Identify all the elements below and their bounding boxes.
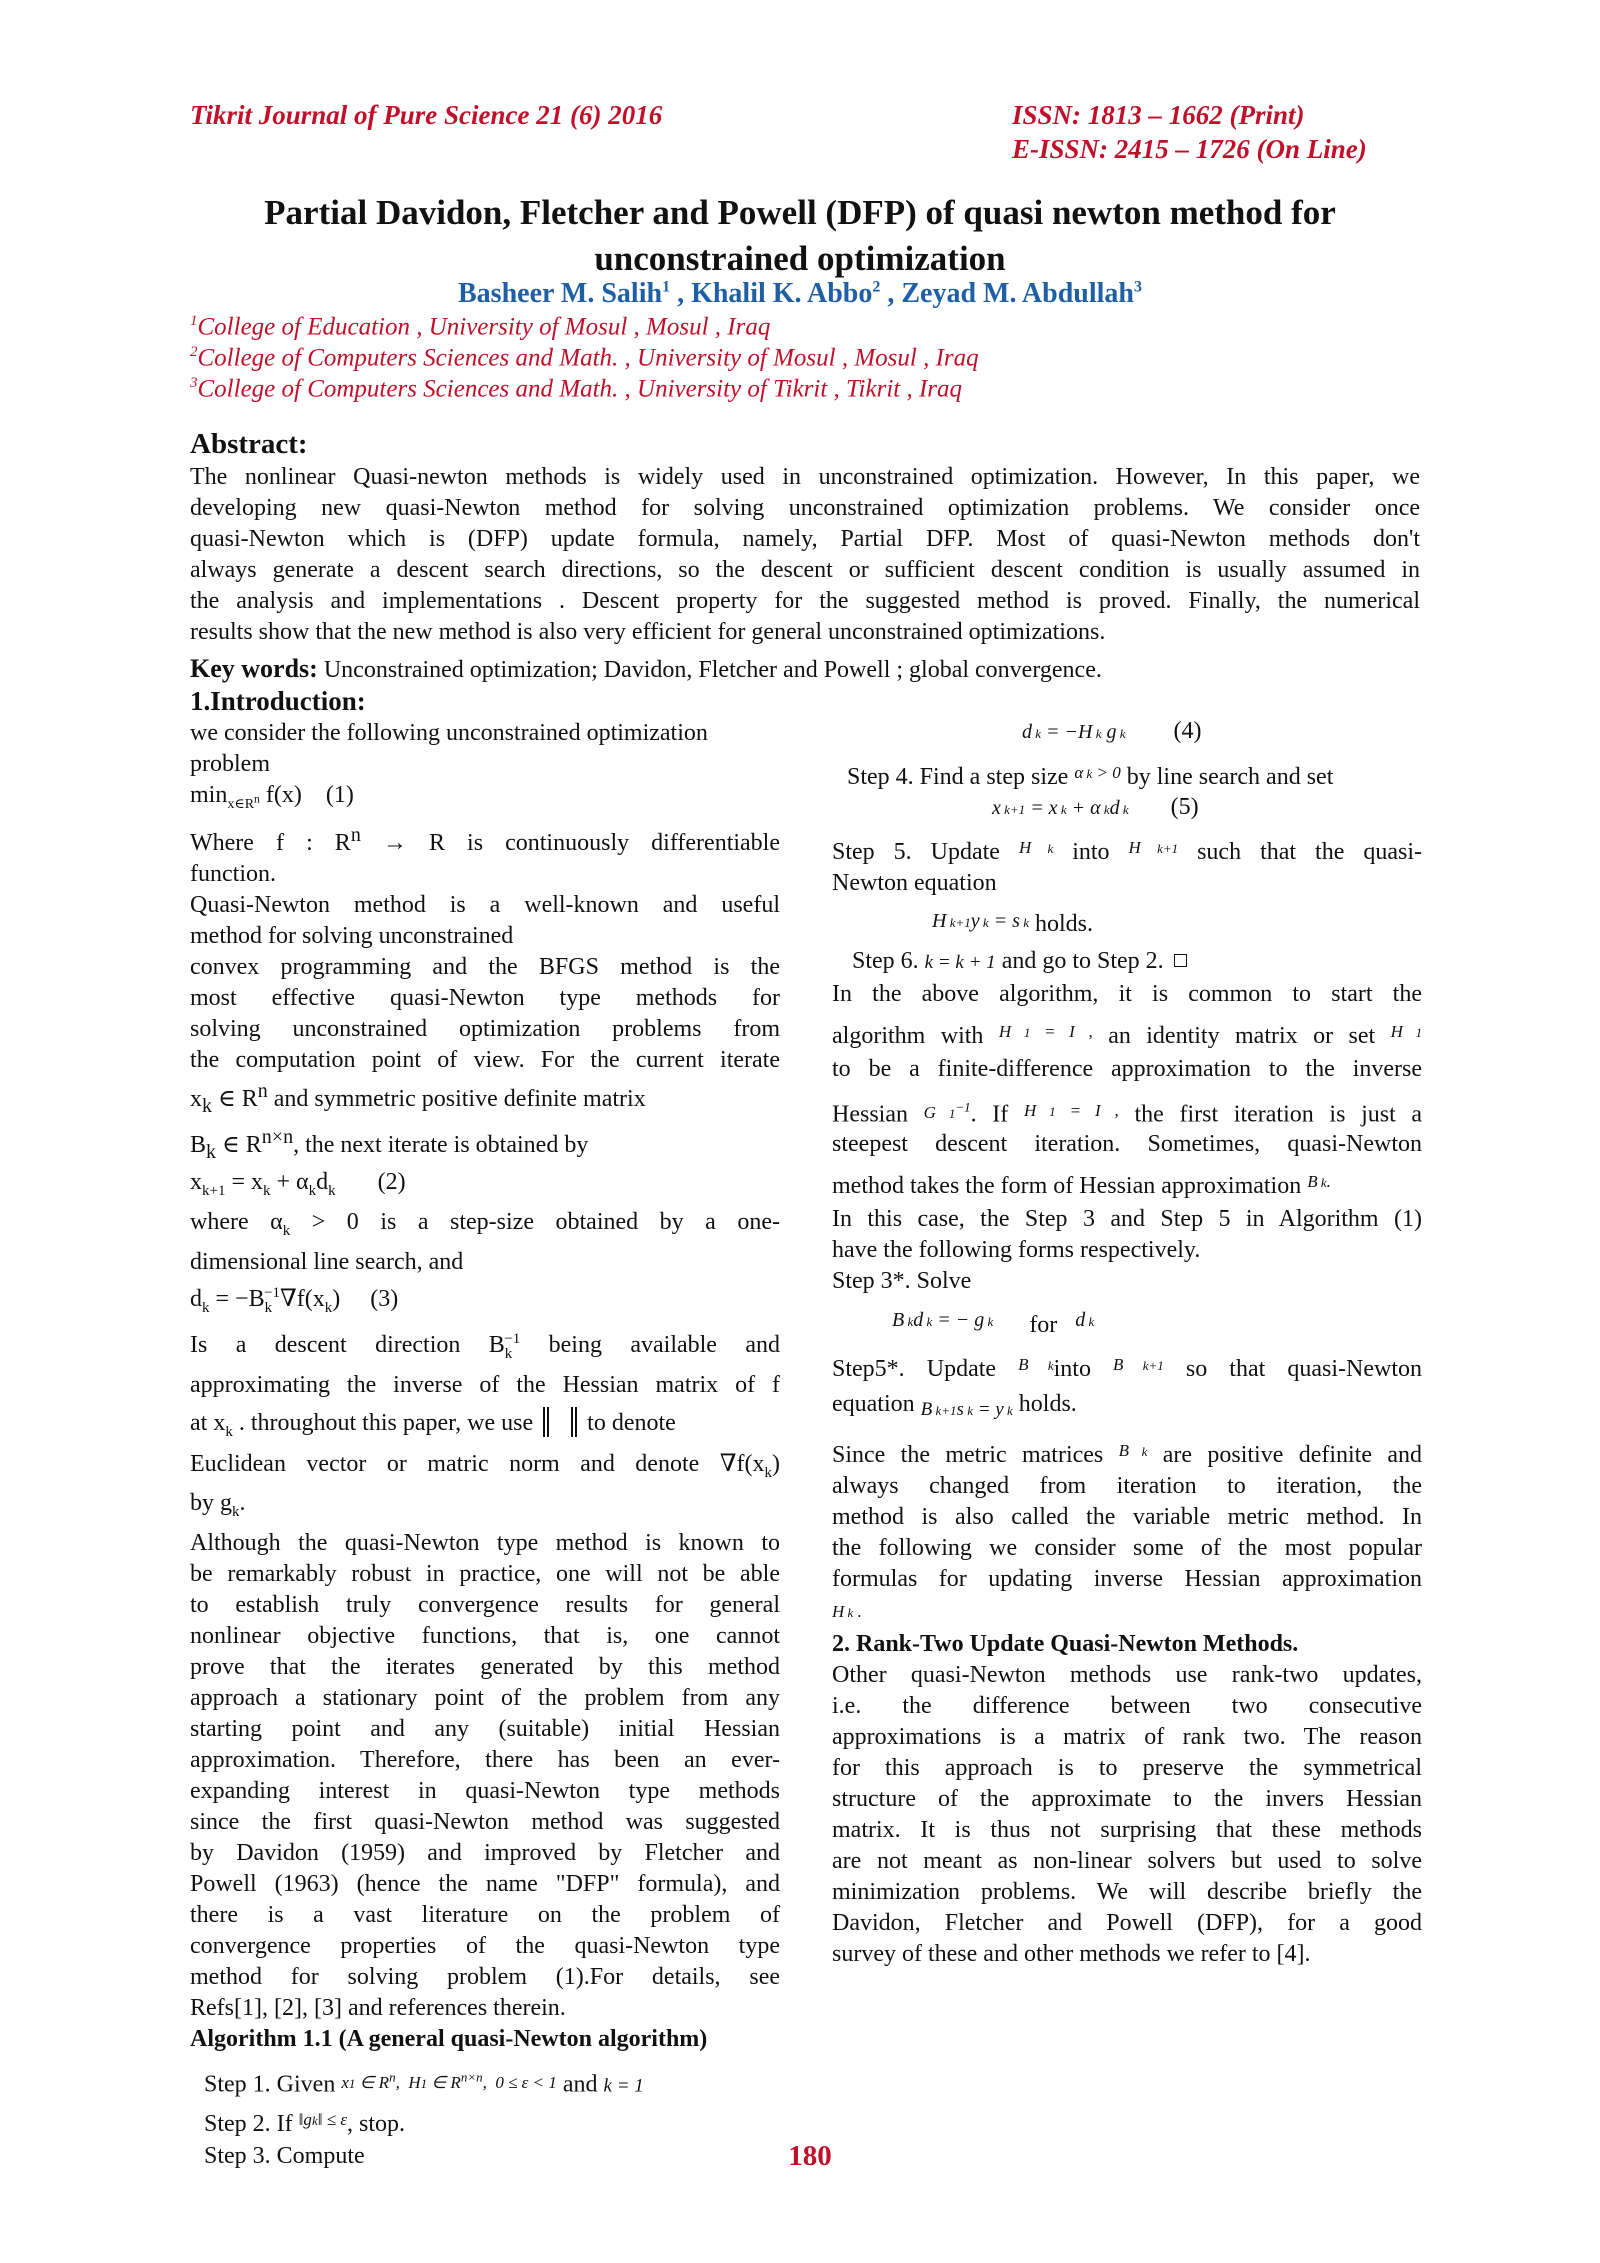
left-line: Quasi-Newton method is a well-known and useful [190,891,780,918]
step1-label: Step 1. Given [204,2071,336,2098]
r6-text: method takes the form of Hessian approximation [832,1173,1302,1199]
left-line [190,1488,780,1528]
step5s-holds: holds. [1018,1391,1077,1417]
step5-hk1: H k+1 [1128,838,1179,857]
abstract-line-5: the analysis and implementations . Descent property for the suggested method is proved. Finally, the numerical [190,588,1420,614]
step5-equation [832,899,1422,943]
right-column [832,716,1422,1970]
bk-b: B [190,1131,207,1158]
section-2-heading: 2. Rank-Two Update Quasi-Newton Methods. [832,1631,1299,1657]
right-line: method is also called the variable metric method. In [832,1504,1422,1530]
at-xk: at x [190,1409,226,1436]
right-line [832,1431,1422,1471]
xk-x: x [190,1085,202,1112]
left-column [190,718,780,2172]
author-3: Zeyad M. Abdullah [901,278,1134,309]
right-line [832,1595,1422,1629]
left-line: Euclidean vector or matric norm and denote $\nabla f(x_k)$ [190,1450,780,1481]
bk-nxn: n×n [261,1125,294,1148]
equation-2: $x_{k+1} = x_k + \alpha_kd_k$ (2) [190,1169,406,1200]
step1-k: k = 1 [603,2075,644,2097]
step2-label: Step 2. If [204,2111,293,2138]
right-line: the following we consider some of the most popular [832,1535,1422,1561]
left-line: dimensional line search, and [190,1248,464,1275]
eq5-number: (5) [1170,794,1199,820]
eq1-number: (1) [325,782,354,808]
bk-k: k [206,1140,217,1163]
issn-online: E-ISSN: 2415 – 1726 (On Line) [1012,134,1367,164]
right-line: formulas for updating inverse Hessian approximation [832,1566,1422,1592]
eq4-formula: d k = −H k g k [1022,721,1126,743]
right-line: to be a finite-difference approximation to the inverse [832,1056,1422,1082]
left-line: by Davidon (1959) and improved by Fletcher and [190,1840,780,1867]
right-line: have the following forms respectively. [832,1237,1201,1263]
r4-b: . If [970,1101,1009,1128]
xk-rest: and symmetric positive definite matrix [267,1085,646,1112]
descent-b: being available and [520,1331,780,1358]
abstract-line-4: always generate a descent search directions, so the descent or sufficient descent condition is usually assumed in [190,557,1420,583]
left-line: at $x_k$ . throughout this paper, we use to denote [190,1401,780,1445]
left-line: method for solving problem (1).For details, see [190,1964,780,1991]
author-1-sup: 1 [662,278,671,296]
author-1: Basheer M. Salih [458,278,663,309]
left-line: there is a vast literature on the problem of [190,1902,780,1929]
right-line: always changed from iteration to iteration, the [832,1473,1422,1499]
step5-hk: H k [1018,838,1054,857]
step2-formula: ‖gk‖ ≤ ε [298,2110,348,2130]
step5-newton: Newton equation [832,870,997,896]
step1-formula: x1 ∈ $R^n$, H1 ∈ $R^{n\times n}$, 0 ≤ ε < 1 [341,2069,557,2092]
norm-icon [547,1407,573,1437]
eq1-subsup: n [254,792,260,806]
algorithm-heading: Algorithm 1.1 (A general quasi-Newton algorithm) [190,2026,708,2053]
xk-n: n [257,1079,268,1102]
by-g: by g [190,1490,232,1517]
hk-symbol: H k . [832,1602,862,1621]
affiliation-3-text: College of Computers Sciences and Math. , University of Tikrit , Tikrit , Iraq [197,375,963,403]
keywords-label: Key words: [190,654,318,683]
left-line: Although the quasi-Newton type method is known to [190,1530,780,1557]
equation-3: $d_k = -B_k^{-1}\nabla f(x_k)$ (3) [190,1284,399,1316]
p3-b: are positive definite and [1162,1442,1422,1468]
left-line: Is a descent direction $B_k^{-1}$ being available and [190,1330,780,1362]
step-3: Step 3. Compute [204,2143,365,2170]
left-line [190,820,780,859]
step6-formula: k = k + 1 [924,952,996,973]
keywords-text: Unconstrained optimization; Davidon, Fletcher and Powell ; global convergence. [323,657,1102,683]
right-line: for this approach is to preserve the symmetrical [832,1755,1422,1781]
left-line: most effective quasi-Newton type methods for [190,984,780,1011]
step5s-label: Step5*. Update [832,1356,997,1382]
left-line: approximating the inverse of the Hessian matrix of f [190,1371,780,1398]
left-line: convergence properties of the quasi-Newton type [190,1933,780,1960]
right-line: In this case, the Step 3 and Step 5 in Algorithm (1) [832,1206,1422,1232]
authors: Basheer M. Salih$^1$ , Khalil K. Abbo$^2$ , Zeyad M. Abdullah$^3$ [458,278,1142,309]
right-line: survey of these and other methods we refer to [4]. [832,1941,1311,1967]
left-line: the computation point of view. For the current iterate [190,1046,780,1073]
r2-a: algorithm with [832,1023,984,1049]
issn-print: ISSN: 1813 – 1662 (Print) [1012,100,1305,130]
step-5 [832,832,1422,868]
journal-name: Tikrit Journal of Pure Science 21 (6) 2016 [190,100,663,130]
left-line: be remarkably robust in practice, one will not be able [190,1561,780,1588]
step1-and: and [562,2071,598,2098]
step3s-formula: B kd k = − g k [892,1309,994,1331]
r2-h1-eq: H 1 = I , [998,1022,1093,1041]
right-line: structure of the approximate to the invers Hessian [832,1786,1422,1812]
left-line: approach a stationary point of the problem from any [190,1685,780,1712]
eq5-formula: x k+1 = x k + α kd k [992,797,1129,819]
step5s-bk: B k [1018,1355,1054,1374]
step5s-into: into [1053,1356,1091,1382]
affiliation-2 [190,344,979,372]
author-2: Khalil K. Abbo [691,278,873,309]
left-line: since the first quasi-Newton method was suggested [190,1809,780,1836]
keywords [190,654,1420,684]
r2-b: an identity matrix or set [1108,1023,1376,1049]
step5-into: into [1072,839,1110,865]
abstract-line-6: results show that the new method is also very efficient for general unconstrained optimizations. [190,619,1106,645]
step6-rest: and go to Step 2. [1001,948,1164,974]
step4-formula: α k > 0 [1074,763,1121,782]
paper-title [180,190,1420,282]
descent-a: Is a descent direction B [190,1331,505,1358]
step5-holds: holds. [1034,911,1093,937]
left-line: function. [190,860,276,887]
bk-in: ∈ R [216,1131,262,1158]
eq1-min: min [190,782,228,808]
bk-rest: , the next iterate is obtained by [293,1131,589,1158]
r4-a: Hessian [832,1101,908,1128]
qed-square-icon [1174,954,1187,967]
left-line: we consider the following unconstrained optimization [190,720,708,746]
euclidean-close: ) [772,1450,780,1477]
left-line: nonlinear objective functions, that is, one cannot [190,1623,780,1650]
p3-a: Since the metric matrices [832,1442,1104,1468]
equation-4 [832,716,1422,754]
where-alpha: where α [190,1209,283,1236]
affiliation-3-sup: 3 [190,375,198,391]
where-sup: n [350,823,361,846]
left-line: Powell (1963) (hence the name "DFP" formula), and [190,1871,780,1898]
intro-heading: 1.Introduction: [190,686,366,716]
right-line: are not meant as non-linear solvers but used to solve [832,1848,1422,1874]
step3s-for: for [1029,1312,1058,1338]
step3s-dk: d k [1075,1309,1095,1331]
left-line: approximation. Therefore, there has been an ever- [190,1747,780,1774]
euclidean: Euclidean vector or matric norm and denote ∇f(x [190,1450,765,1477]
affiliation-2-sup: 2 [190,344,198,360]
affiliation-1 [190,313,770,341]
to-denote: to denote [587,1409,676,1436]
left-line: problem [190,751,270,777]
abstract-line-3: quasi-Newton which is (DFP) update formula, namely, Partial DFP. Most of quasi-Newton methods don't [190,526,1420,552]
xk-k: k [202,1094,212,1117]
affiliation-1-sup: 1 [190,313,198,329]
equation-5 [832,792,1422,832]
right-line [832,1010,1422,1054]
left-line: method for solving unconstrained [190,922,514,949]
eq3-number: (3) [370,1285,399,1312]
step-4 [832,754,1422,792]
left-line: to establish truly convergence results for general [190,1592,780,1619]
title-line-2: unconstrained optimization [594,239,1006,278]
equation-1 [190,780,780,820]
r4-g1: G $1^{-1}$ [923,1099,971,1122]
r2-h1: H 1 [1390,1022,1422,1041]
step6-label: Step 6. [852,948,919,974]
by-g-k: k [232,1504,240,1521]
right-line: steepest descent iteration. Sometimes, quasi-Newton [832,1131,1422,1157]
step-1 [190,2055,780,2099]
left-line [190,1122,780,1168]
abstract-body [190,462,1420,648]
left-line: prove that the iterates generated by this method [190,1654,780,1681]
left-line [190,1076,780,1122]
where-text-b: → R is continuously differentiable [360,829,780,856]
throughout: . throughout this paper, we use [232,1409,534,1436]
r4-h1-eq: H 1 = I , [1023,1100,1119,1120]
equation-word: equation [832,1391,915,1417]
left-line: solving unconstrained optimization problems from [190,1015,780,1042]
p3-bk: B k [1118,1441,1148,1460]
step5-star [832,1343,1422,1387]
eq4-number: (4) [1173,718,1202,744]
abstract-line-2: developing new quasi-Newton method for solving unconstrained optimization problems. We consider once [190,495,1420,521]
step4-label: Step 4. Find a step size [847,764,1069,790]
step5-eq-formula: H k+1y k = s k [932,910,1029,932]
right-line: Step 3*. Solve [832,1268,972,1294]
right-line: Davidon, Fletcher and Powell (DFP), for a good [832,1910,1422,1936]
left-line: starting point and any (suitable) initial Hessian [190,1716,780,1743]
step4-rest: by line search and set [1126,764,1334,790]
eq1-sub: x∈R [227,796,255,812]
left-line: Refs[1], [2], [3] and references therein. [190,1995,566,2022]
affiliation-1-text: College of Education , University of Mosul , Mosul , Iraq [197,313,771,341]
r6-bk: B k. [1307,1172,1331,1191]
step5s-bk1: B k+1 [1113,1355,1164,1374]
right-line: i.e. the difference between two consecutive [832,1693,1422,1719]
step2-stop: , stop. [347,2111,406,2138]
where-text: Where f : R [190,829,351,856]
step5-rest: such that the quasi- [1197,839,1422,865]
step-2 [190,2099,780,2141]
step-6 [832,943,1422,979]
abstract-line-1: The nonlinear Quasi-newton methods is widely used in unconstrained optimization. However, In this paper, we [190,464,1420,490]
title-line-1: Partial Davidon, Fletcher and Powell (DFP) of quasi newton method for [264,193,1336,232]
step5-star-eq [832,1387,1422,1431]
right-line: In the above algorithm, it is common to start the [832,981,1422,1007]
left-line: where $\alpha_k > 0$ is a step-size obtained by a one- [190,1209,780,1239]
affiliation-2-text: College of Computers Sciences and Math. , University of Mosul , Mosul , Iraq [197,344,979,372]
abstract-heading: Abstract: [190,428,308,460]
author-2-sup: 2 [872,278,881,296]
right-line: Other quasi-Newton methods use rank-two updates, [832,1662,1422,1688]
eq1-rhs: f(x) [259,782,302,808]
step5-label: Step 5. Update [832,839,1000,865]
step3-star-eq [832,1297,1422,1343]
step5s-rest: so that quasi-Newton [1185,1356,1422,1382]
left-line: expanding interest in quasi-Newton type methods [190,1778,780,1805]
author-3-sup: 3 [1134,278,1142,296]
eq2-number: (2) [377,1169,406,1196]
where-alpha-rest: > 0 is a step-size obtained by a one- [290,1209,780,1236]
right-line [832,1085,1422,1129]
left-line: convex programming and the BFGS method is the [190,953,780,980]
right-line: matrix. It is thus not surprising that these methods [832,1817,1422,1843]
by-g-dot: . [239,1490,246,1517]
right-line [832,1160,1422,1204]
right-line: minimization problems. We will describe briefly the [832,1879,1422,1905]
step5s-formula: B k+1s k = y k [920,1399,1013,1420]
affiliation-3 [190,375,962,403]
xk-in: ∈ R [212,1085,258,1112]
right-line: approximations is a matrix of rank two. The reason [832,1724,1422,1750]
page-number: 180 [788,2140,832,2172]
r4-c: the first iteration is just a [1134,1101,1422,1128]
